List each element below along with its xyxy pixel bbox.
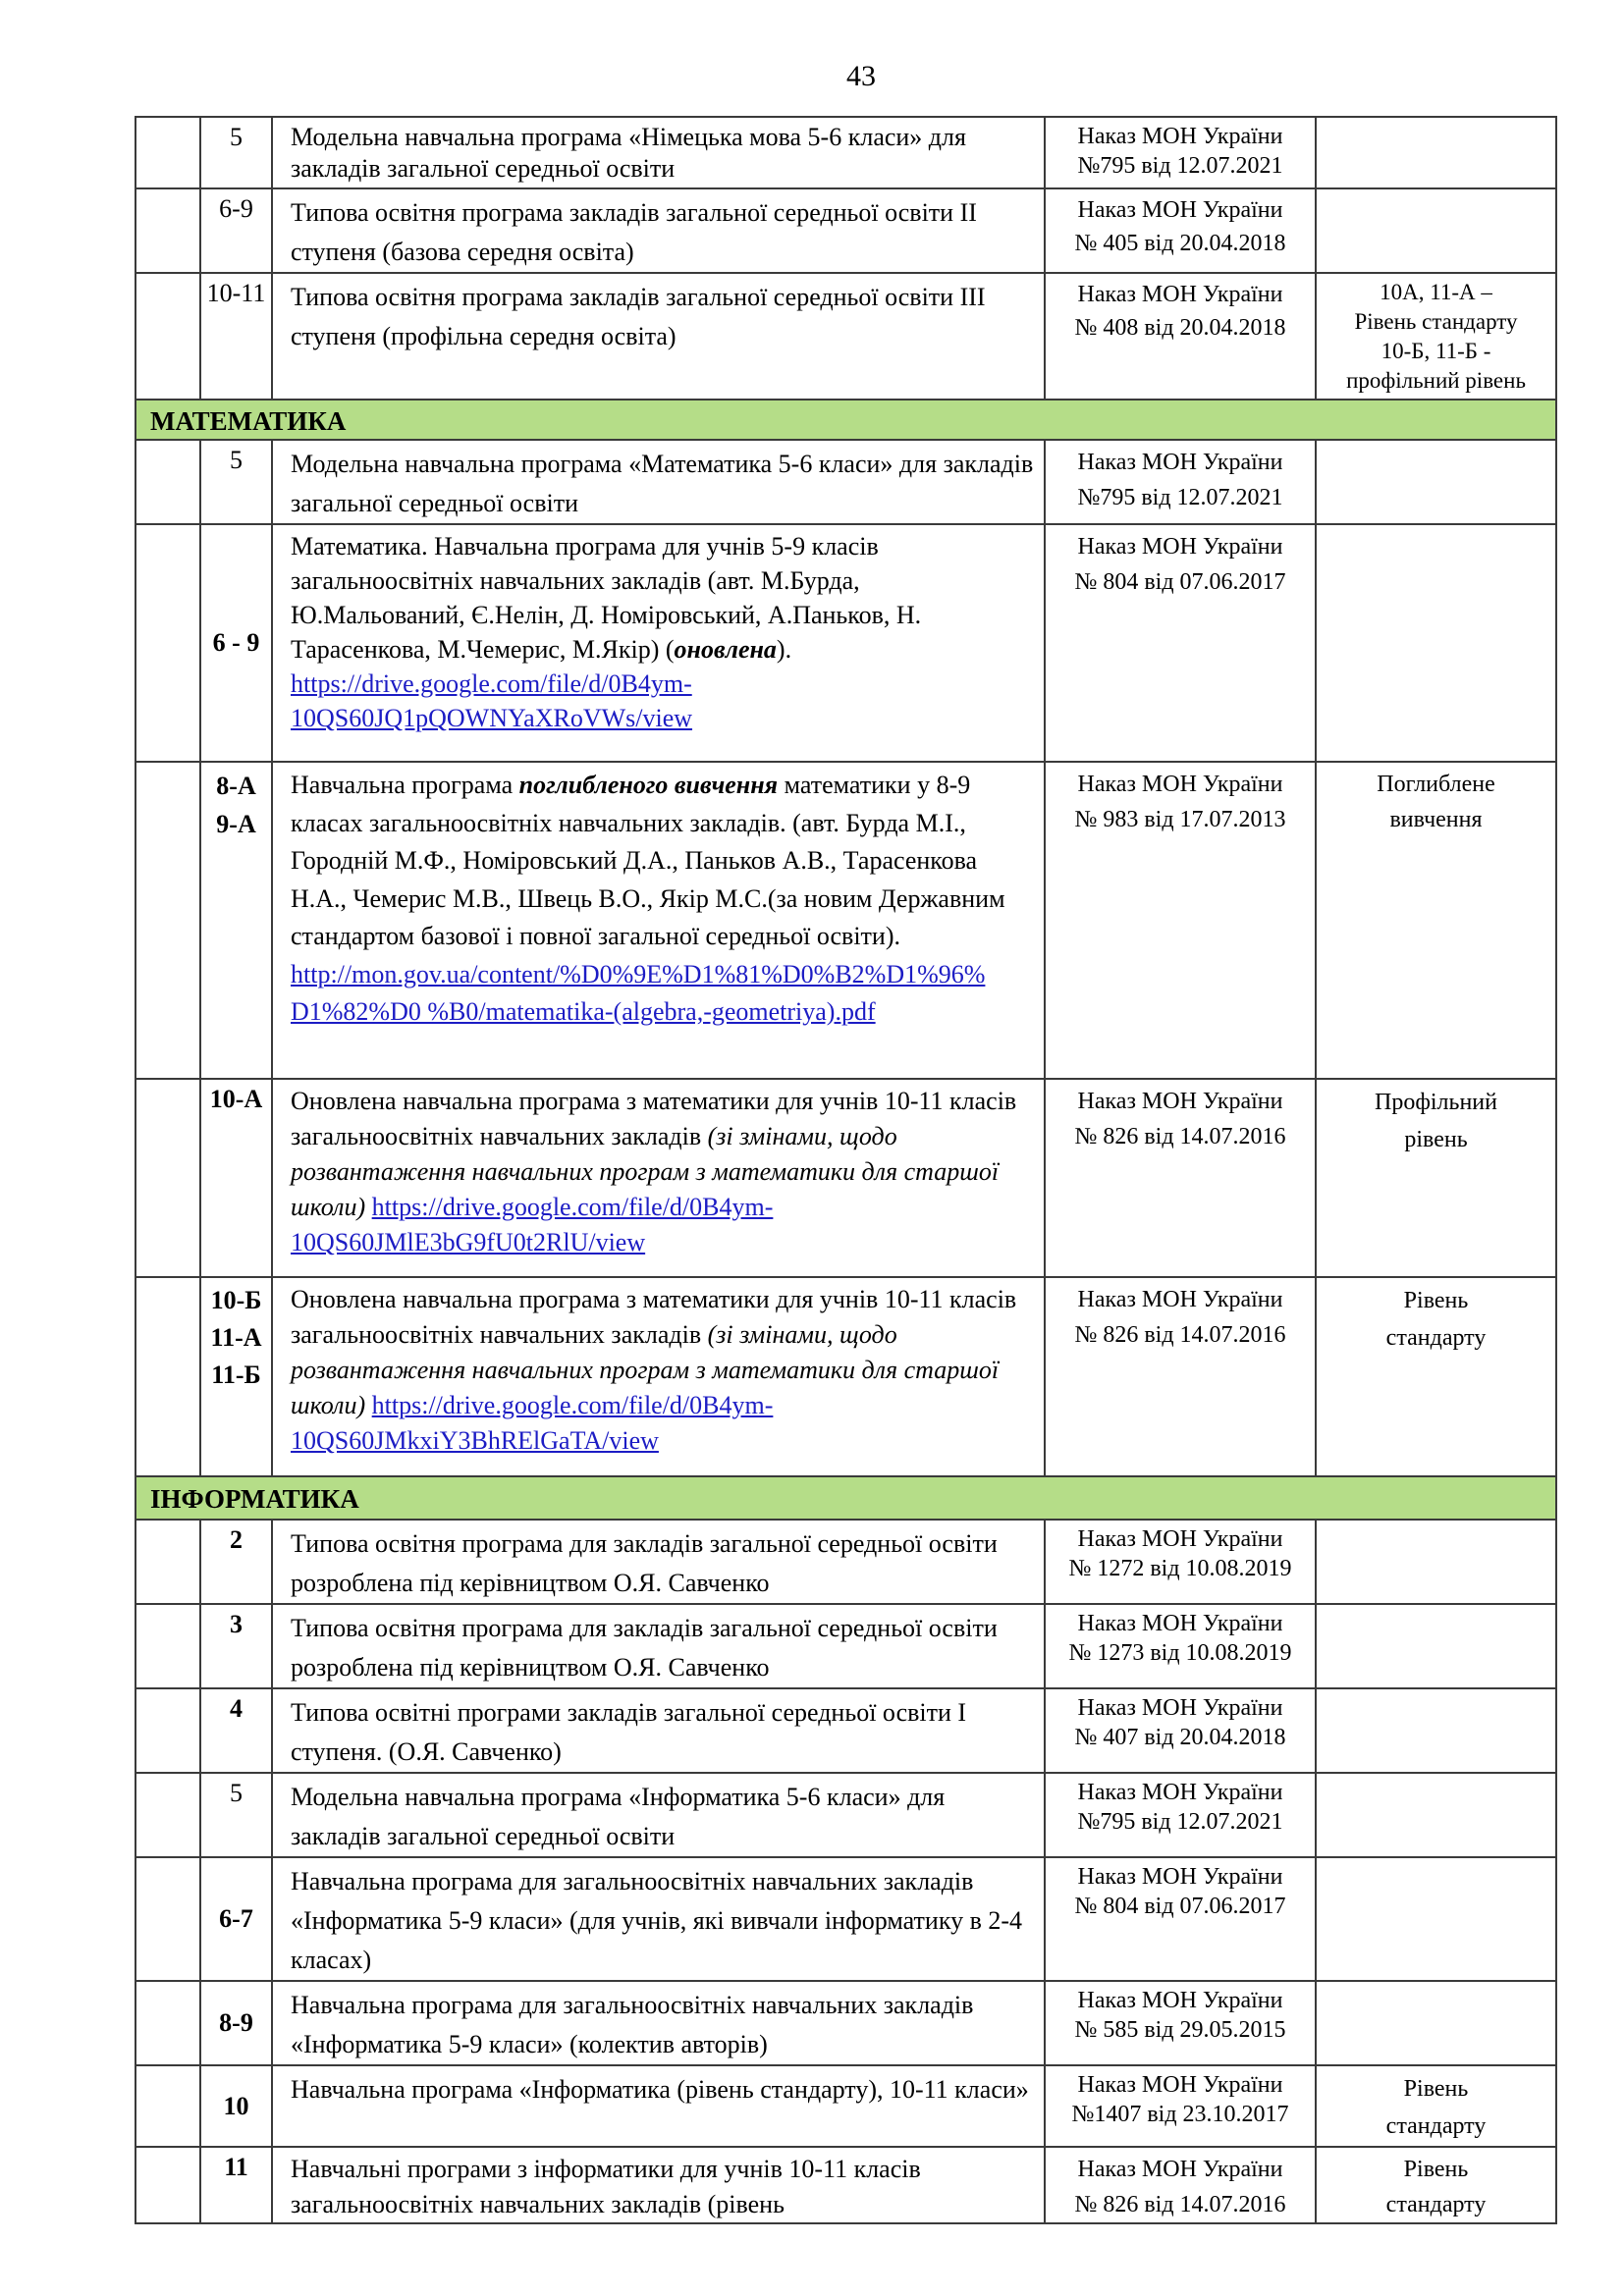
grade-cell xyxy=(200,1277,272,1476)
order-cell xyxy=(1045,1604,1316,1688)
order-title: Наказ МОН України xyxy=(1077,1611,1283,1636)
program-cell: Навчальна програма для загальноосвітніх навчальних закладів «Інформатика 5-9 класи» (колектив авторів) xyxy=(272,1981,1045,2065)
note-line: Поглиблене xyxy=(1377,772,1495,797)
empty-cell xyxy=(135,1773,200,1857)
order-title: Наказ МОН України xyxy=(1077,2157,1283,2182)
order-cell xyxy=(1045,273,1316,400)
empty-cell xyxy=(135,1688,200,1773)
program-note: (зі змінами, щодо розвантаження навчальних програм з математики для старшої школи) xyxy=(291,1122,1000,1221)
order-title: Наказ МОН України xyxy=(1077,124,1283,149)
section-header-math xyxy=(135,400,1556,440)
table-row xyxy=(135,524,1556,762)
order-cell xyxy=(1045,1857,1316,1981)
grade-line: 9-А xyxy=(216,810,256,838)
table-row xyxy=(135,117,1556,188)
table-row xyxy=(135,273,1556,400)
note-line: стандарту xyxy=(1385,2192,1487,2217)
grade-cell: 6-9 xyxy=(200,188,272,273)
program-cell: Модельна навчальна програма «Інформатика 5-6 класи» для закладів загальної середньої освіти xyxy=(272,1773,1045,1857)
empty-cell xyxy=(135,2147,200,2223)
order-title: Наказ МОН України xyxy=(1077,1287,1283,1312)
program-text: Навчальна програма xyxy=(291,771,519,799)
table-row xyxy=(135,2065,1556,2147)
grade-cell: 6 - 9 xyxy=(200,524,272,762)
note-line: рівень xyxy=(1404,1127,1468,1152)
empty-cell xyxy=(135,440,200,524)
empty-cell xyxy=(135,1857,200,1981)
order-number: № 407 від 20.04.2018 xyxy=(1074,1725,1286,1750)
program-cell xyxy=(272,524,1045,762)
empty-cell xyxy=(135,117,200,188)
note-cell xyxy=(1316,1688,1556,1773)
order-number: № 804 від 07.06.2017 xyxy=(1074,1894,1286,1919)
note-cell xyxy=(1316,524,1556,762)
program-text: Математика. Навчальна програма для учнів 5-9 класів загальноосвітніх навчальних закладів (авт. М.Бурда, Ю.Мальований, Є.Нелін, Д. Номіровський, А.Паньков, Н. Тарасенкова, М.Чемерис, М.Якір) ( xyxy=(291,532,922,664)
table-row xyxy=(135,1981,1556,2065)
order-number: №795 від 12.07.2021 xyxy=(1077,485,1283,510)
grade-cell: 6-7 xyxy=(200,1857,272,1981)
empty-cell xyxy=(135,524,200,762)
note-cell xyxy=(1316,762,1556,1079)
empty-cell xyxy=(135,1520,200,1604)
program-cell xyxy=(272,1277,1045,1476)
order-cell xyxy=(1045,762,1316,1079)
program-cell: Модельна навчальна програма «Німецька мова 5-6 класи» для закладів загальної середньої освіти xyxy=(272,117,1045,188)
order-title: Наказ МОН України xyxy=(1077,1526,1283,1552)
program-text: математики у 8-9 класах загальноосвітніх навчальних закладів. (авт. Бурда М.І., Городній М.Ф., Номіровський Д.А., Паньков А.В., Тарасенкова Н.А., Чемерис М.В., Швець В.О., Якір М.С.(за новим Державним стандартом базової і повної загальної середньої освіти). xyxy=(291,771,1005,950)
page-number: 43 xyxy=(846,60,876,92)
program-cell xyxy=(272,762,1045,1079)
table-row xyxy=(135,1688,1556,1773)
note-cell xyxy=(1316,1773,1556,1857)
program-cell: Навчальні програми з інформатики для учнів 10-11 класів загальноосвітніх навчальних закладів (рівень xyxy=(272,2147,1045,2223)
order-title: Наказ МОН України xyxy=(1077,2072,1283,2098)
note-line: вивчення xyxy=(1389,807,1483,832)
order-number: № 1273 від 10.08.2019 xyxy=(1068,1640,1292,1666)
program-text: Оновлена навчальна програма з математики для учнів 10-11 класів загальноосвітніх навчальних закладів xyxy=(291,1285,1017,1349)
note-line: стандарту xyxy=(1385,2113,1487,2139)
order-number: №795 від 12.07.2021 xyxy=(1077,1809,1283,1835)
order-cell xyxy=(1045,1079,1316,1277)
order-cell xyxy=(1045,1688,1316,1773)
order-number: № 804 від 07.06.2017 xyxy=(1074,569,1286,595)
note-line: профільний рівень xyxy=(1346,368,1526,393)
order-title: Наказ МОН України xyxy=(1077,197,1283,223)
grade-line: 10-Б xyxy=(210,1286,262,1314)
grade-cell: 4 xyxy=(200,1688,272,1773)
note-line: Профільний xyxy=(1374,1090,1497,1115)
note-cell xyxy=(1316,2065,1556,2147)
table-row xyxy=(135,762,1556,1079)
note-cell xyxy=(1316,2147,1556,2223)
order-title: Наказ МОН України xyxy=(1077,1780,1283,1805)
grade-cell: 5 xyxy=(200,1773,272,1857)
empty-cell xyxy=(135,273,200,400)
empty-cell xyxy=(135,188,200,273)
program-text-tail: ). xyxy=(776,635,792,664)
order-number: № 826 від 14.07.2016 xyxy=(1074,1322,1286,1348)
order-title: Наказ МОН України xyxy=(1077,1695,1283,1721)
grade-cell: 3 xyxy=(200,1604,272,1688)
section-header-informatics xyxy=(135,1476,1556,1520)
order-number: № 826 від 14.07.2016 xyxy=(1074,1124,1286,1149)
order-cell xyxy=(1045,440,1316,524)
order-number: № 826 від 14.07.2016 xyxy=(1074,2192,1286,2217)
order-title: Наказ МОН України xyxy=(1077,1864,1283,1890)
order-cell xyxy=(1045,1773,1316,1857)
grade-cell xyxy=(200,762,272,1079)
note-cell xyxy=(1316,440,1556,524)
table-row xyxy=(135,1604,1556,1688)
program-cell: Навчальна програма для загальноосвітніх навчальних закладів «Інформатика 5-9 класи» (для учнів, які вивчали інформатику в 2-4 класах) xyxy=(272,1857,1045,1981)
order-number: № 983 від 17.07.2013 xyxy=(1074,807,1286,832)
program-emphasis: оновлена xyxy=(674,635,777,664)
order-cell xyxy=(1045,1520,1316,1604)
program-cell xyxy=(272,1079,1045,1277)
note-cell xyxy=(1316,273,1556,400)
empty-cell xyxy=(135,1079,200,1277)
grade-cell: 11 xyxy=(200,2147,272,2223)
order-cell xyxy=(1045,2147,1316,2223)
order-cell xyxy=(1045,117,1316,188)
order-number: № 1272 від 10.08.2019 xyxy=(1068,1556,1292,1581)
program-emphasis: поглибленого вивчення xyxy=(518,771,779,799)
order-cell xyxy=(1045,2065,1316,2147)
note-cell xyxy=(1316,1604,1556,1688)
grade-line: 11-А xyxy=(210,1323,262,1352)
grade-cell: 10 xyxy=(200,2065,272,2147)
program-cell: Типова освітня програма для закладів загальної середньої освіти розроблена під керівництвом О.Я. Савченко xyxy=(272,1520,1045,1604)
note-line: Рівень xyxy=(1403,2157,1469,2182)
order-title: Наказ МОН України xyxy=(1077,1089,1283,1114)
table-row xyxy=(135,1277,1556,1476)
empty-cell xyxy=(135,762,200,1079)
grade-cell: 5 xyxy=(200,117,272,188)
note-cell xyxy=(1316,188,1556,273)
order-title: Наказ МОН України xyxy=(1077,534,1283,560)
section-title: МАТЕМАТИКА xyxy=(135,400,1556,440)
note-line: Рівень стандарту xyxy=(1354,309,1518,334)
table-row xyxy=(135,1520,1556,1604)
note-line: Рівень xyxy=(1403,2076,1469,2102)
grade-line: 11-Б xyxy=(211,1361,261,1389)
note-line: стандарту xyxy=(1385,1325,1487,1351)
note-line: 10-Б, 11-Б - xyxy=(1380,339,1491,363)
program-cell: Типова освітня програма закладів загальної середньої освіти ІІ ступеня (базова середня освіта) xyxy=(272,188,1045,273)
table-row xyxy=(135,2147,1556,2223)
empty-cell xyxy=(135,1981,200,2065)
order-title: Наказ МОН України xyxy=(1077,450,1283,475)
program-cell: Типова освітня програма для закладів загальної середньої освіти розроблена під керівництвом О.Я. Савченко xyxy=(272,1604,1045,1688)
program-text: Оновлена навчальна програма з математики для учнів 10-11 класів загальноосвітніх навчальних закладів xyxy=(291,1087,1017,1150)
program-note: (зі змінами, щодо розвантаження навчальних програм з математики для старшої школи) xyxy=(291,1320,1000,1419)
curriculum-table xyxy=(135,116,1557,2224)
grade-cell: 10-11 xyxy=(200,273,272,400)
order-title: Наказ МОН України xyxy=(1077,1988,1283,2013)
program-link[interactable]: https://drive.google.com/file/d/0B4ym-10QS60JQ1pQOWNYaXRoVWs/view xyxy=(291,669,693,732)
order-number: № 405 від 20.04.2018 xyxy=(1074,231,1286,256)
order-number: № 585 від 29.05.2015 xyxy=(1074,2017,1286,2043)
note-cell xyxy=(1316,1277,1556,1476)
note-cell xyxy=(1316,1520,1556,1604)
note-cell xyxy=(1316,1857,1556,1981)
table-row xyxy=(135,440,1556,524)
grade-cell: 2 xyxy=(200,1520,272,1604)
grade-cell: 5 xyxy=(200,440,272,524)
table-row xyxy=(135,188,1556,273)
order-cell xyxy=(1045,188,1316,273)
note-cell xyxy=(1316,117,1556,188)
grade-line: 8-А xyxy=(216,772,256,800)
table-row xyxy=(135,1857,1556,1981)
program-link[interactable]: http://mon.gov.ua/content/%D0%9E%D1%81%D0%B2%D1%96% D1%82%D0 %B0/matematika-(algebra,-geometriya).pdf xyxy=(291,959,986,1026)
grade-cell: 10-А xyxy=(200,1079,272,1277)
note-line: Рівень xyxy=(1403,1288,1469,1313)
section-title: ІНФОРМАТИКА xyxy=(135,1476,1556,1520)
program-cell: Типова освітня програма закладів загальної середньої освіти ІІІ ступеня (профільна середня освіта) xyxy=(272,273,1045,400)
order-title: Наказ МОН України xyxy=(1077,282,1283,307)
order-title: Наказ МОН України xyxy=(1077,772,1283,797)
order-number: №1407 від 23.10.2017 xyxy=(1071,2102,1289,2127)
program-cell: Навчальна програма «Інформатика (рівень стандарту), 10-11 класи» xyxy=(272,2065,1045,2147)
order-cell xyxy=(1045,1277,1316,1476)
note-cell xyxy=(1316,1079,1556,1277)
empty-cell xyxy=(135,1277,200,1476)
table-row xyxy=(135,1773,1556,1857)
order-number: № 408 від 20.04.2018 xyxy=(1074,315,1286,341)
empty-cell xyxy=(135,1604,200,1688)
note-cell xyxy=(1316,1981,1556,2065)
program-link[interactable]: https://drive.google.com/file/d/0B4ym-10QS60JMkxiY3BhRElGaTA/view xyxy=(291,1391,774,1455)
order-cell xyxy=(1045,524,1316,762)
program-link[interactable]: https://drive.google.com/file/d/0B4ym-10QS60JMlE3bG9fU0t2RlU/view xyxy=(291,1193,774,1256)
empty-cell xyxy=(135,2065,200,2147)
grade-cell: 8-9 xyxy=(200,1981,272,2065)
program-cell: Типова освітні програми закладів загальної середньої освіти І ступеня. (О.Я. Савченко) xyxy=(272,1688,1045,1773)
program-cell: Модельна навчальна програма «Математика 5-6 класи» для закладів загальної середньої освіти xyxy=(272,440,1045,524)
order-cell xyxy=(1045,1981,1316,2065)
table-row xyxy=(135,1079,1556,1277)
note-line: 10А, 11-А – xyxy=(1380,280,1492,304)
order-number: №795 від 12.07.2021 xyxy=(1077,153,1283,179)
